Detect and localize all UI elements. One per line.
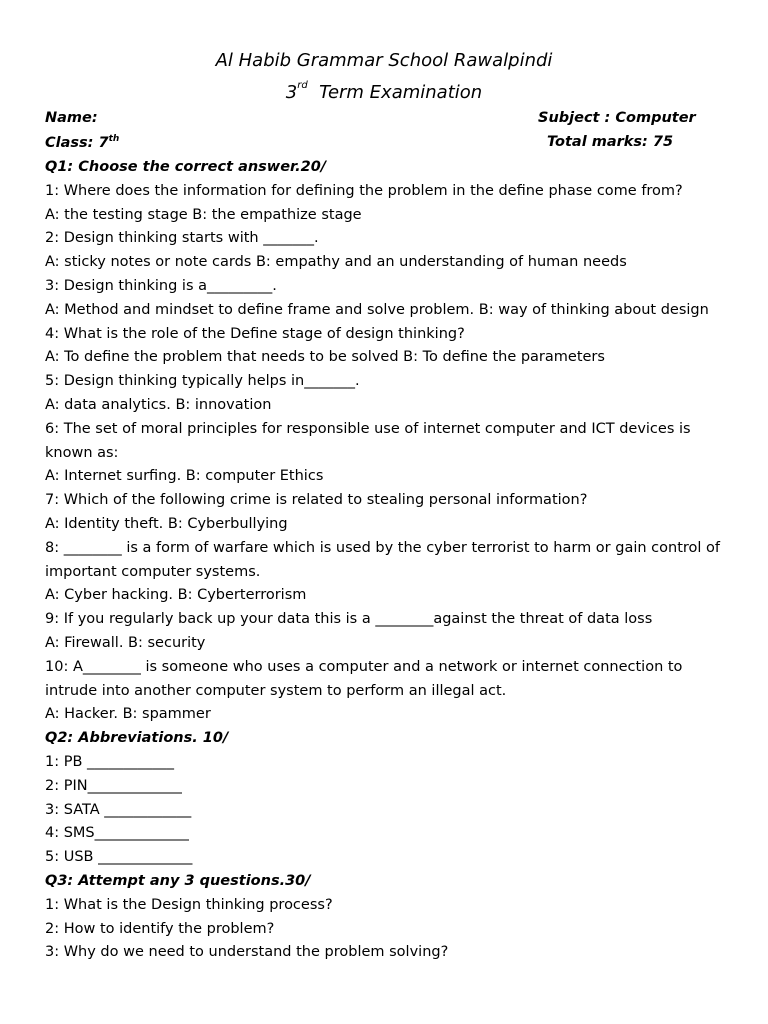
question-line: 2: PIN_____________ bbox=[45, 777, 182, 794]
exam-title bbox=[0, 82, 768, 103]
question-line: A: sticky notes or note cards B: empathy and an understanding of human needs bbox=[45, 254, 627, 271]
question-line: A: Firewall. B: security bbox=[45, 635, 206, 651]
question-line: intrude into another computer system to perform an illegal act. bbox=[45, 682, 507, 699]
question-line: A: Hacker. B: spammer bbox=[45, 706, 211, 723]
term-superscript: rd bbox=[297, 80, 308, 91]
name-label: Name: bbox=[45, 110, 98, 126]
class-superscript: th bbox=[108, 134, 120, 144]
question-line: important computer systems. bbox=[45, 563, 261, 580]
question-line: 3: Design thinking is a_________. bbox=[45, 278, 277, 294]
school-title: Al Habib Grammar School Rawalpindi bbox=[215, 50, 553, 71]
class-label bbox=[45, 134, 119, 151]
question-line: A: Internet surfing. B: computer Ethics bbox=[45, 468, 324, 485]
question-line: 5: Design thinking typically helps in_______. bbox=[45, 373, 360, 390]
section-heading: Q3: Attempt any 3 questions.30/ bbox=[45, 873, 311, 889]
question-line: A: Identity theft. B: Cyberbullying bbox=[45, 516, 288, 532]
term-number: 3 bbox=[285, 82, 298, 103]
question-line: 4: SMS_____________ bbox=[45, 825, 189, 842]
question-line: 7: Which of the following crime is related to stealing personal information? bbox=[45, 492, 588, 509]
question-line: 6: The set of moral principles for responsible use of internet computer and ICT devices is bbox=[45, 420, 691, 437]
question-line: A: the testing stage B: the empathize stage bbox=[45, 206, 362, 223]
question-line: 3: Why do we need to understand the problem solving? bbox=[45, 944, 449, 961]
question-line: 1: Where does the information for defining the problem in the define phase come from? bbox=[45, 182, 683, 199]
question-line: 8: ________ is a form of warfare which is used by the cyber terrorist to harm or gain control of bbox=[45, 539, 721, 556]
question-line: known as: bbox=[45, 444, 119, 461]
question-line: 2: How to identify the problem? bbox=[45, 920, 275, 937]
term-label: Term Examination bbox=[319, 82, 483, 103]
class-text: Class: 7 bbox=[45, 134, 109, 151]
question-line: 4: What is the role of the Define stage of design thinking? bbox=[45, 325, 465, 342]
question-line: 5: USB _____________ bbox=[45, 849, 193, 866]
question-line: 2: Design thinking starts with _______. bbox=[45, 230, 319, 247]
question-line: 1: What is the Design thinking process? bbox=[45, 896, 333, 913]
total-marks: Total marks: 75 bbox=[547, 134, 674, 150]
section-heading: Q1: Choose the correct answer.20/ bbox=[45, 159, 327, 175]
question-line: A: Cyber hacking. B: Cyberterrorism bbox=[45, 587, 307, 604]
question-line: A: data analytics. B: innovation bbox=[45, 397, 272, 413]
section-heading: Q2: Abbreviations. 10/ bbox=[45, 730, 229, 747]
question-line: 3: SATA ____________ bbox=[45, 801, 192, 818]
question-line: 1: PB ____________ bbox=[45, 754, 175, 770]
question-line: A: Method and mindset to define frame and solve problem. B: way of thinking about design bbox=[45, 301, 709, 318]
subject-label: Subject : Computer bbox=[538, 110, 696, 126]
question-line: 10: A________ is someone who uses a computer and a network or internet connection to bbox=[45, 658, 683, 675]
question-line: A: To define the problem that needs to be solved B: To define the parameters bbox=[45, 349, 605, 366]
question-line: 9: If you regularly back up your data this is a ________against the threat of data loss bbox=[45, 611, 653, 628]
